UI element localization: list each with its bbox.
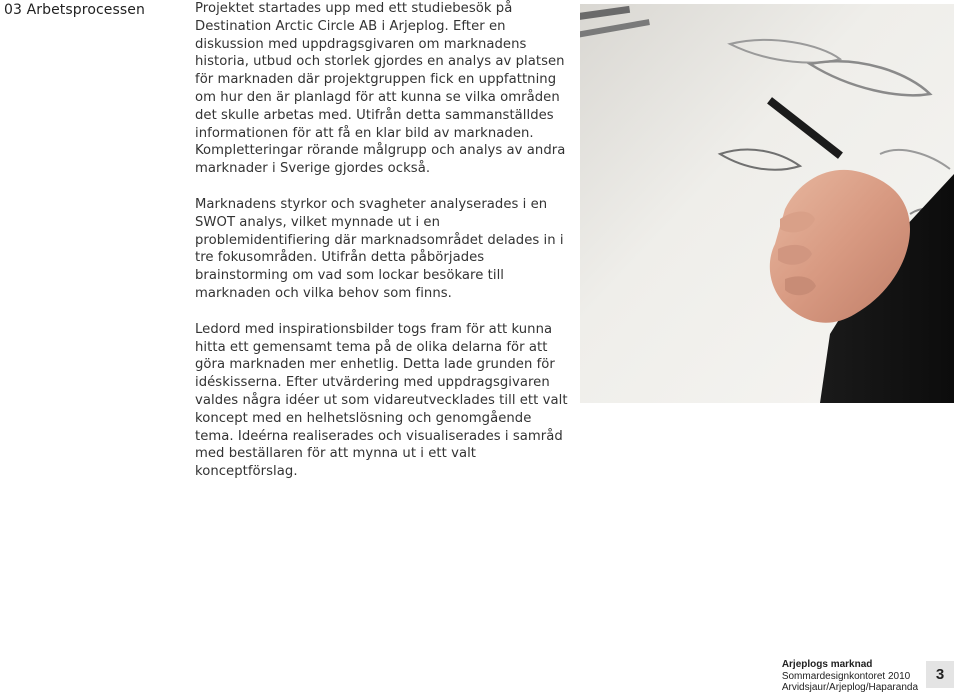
footer-info xyxy=(782,659,918,694)
section-title: 03 Arbetsprocessen xyxy=(4,2,145,18)
footer-office: Sommardesignkontoret 2010 xyxy=(781,670,911,682)
footer-locations: Arvidsjaur/Arjeplog/Haparanda xyxy=(781,682,918,693)
sketching-hand-photo xyxy=(580,4,954,403)
body-text xyxy=(195,0,570,499)
page-number-badge: 3 xyxy=(926,661,954,688)
paragraph-concept: Ledord med inspirationsbilder togs fram för att kunna hitta ett gemensamt tema på de olika delarna för att göra marknaden mer enhetlig. Detta lade grunden för idéskisserna. Efter utvärdering med uppdragsgivaren valdes några idéer ut som vidareutvecklades till ett valt koncept med en helhetslösning och genomgående tema. Ideérna realiserades och visualiserades i samråd med beställaren för att mynna ut i ett valt konceptförslag. xyxy=(195,321,568,480)
paragraph-intro: Projektet startades upp med ett studiebesök på Destination Arctic Circle AB i Arjeplog. Efter en diskussion med uppdragsgivaren om marknadens historia, utbud och storlek gjordes en analys av platsen för marknaden där projektgruppen fick en uppfattning om hur den är planlagd för att kunna se vilka områden det skulle arbetas med. Utifrån detta sammanställdes informationen för att få en klar bild av marknaden. Kompletteringar rörande målgrupp och analys av andra marknader i Sverige gjordes också. xyxy=(195,1,566,177)
paragraph-swot: Marknadens styrkor och svagheter analyserades i en SWOT analys, vilket mynnade ut i en problemidentifiering där marknadsområdet delades in i tre fokusområden. Utifrån detta påbörjades brainstorming om vad som lockar besökare till marknaden och vilka behov som finns. xyxy=(195,196,564,301)
footer-project-name: Arjeplogs marknad xyxy=(781,659,873,670)
